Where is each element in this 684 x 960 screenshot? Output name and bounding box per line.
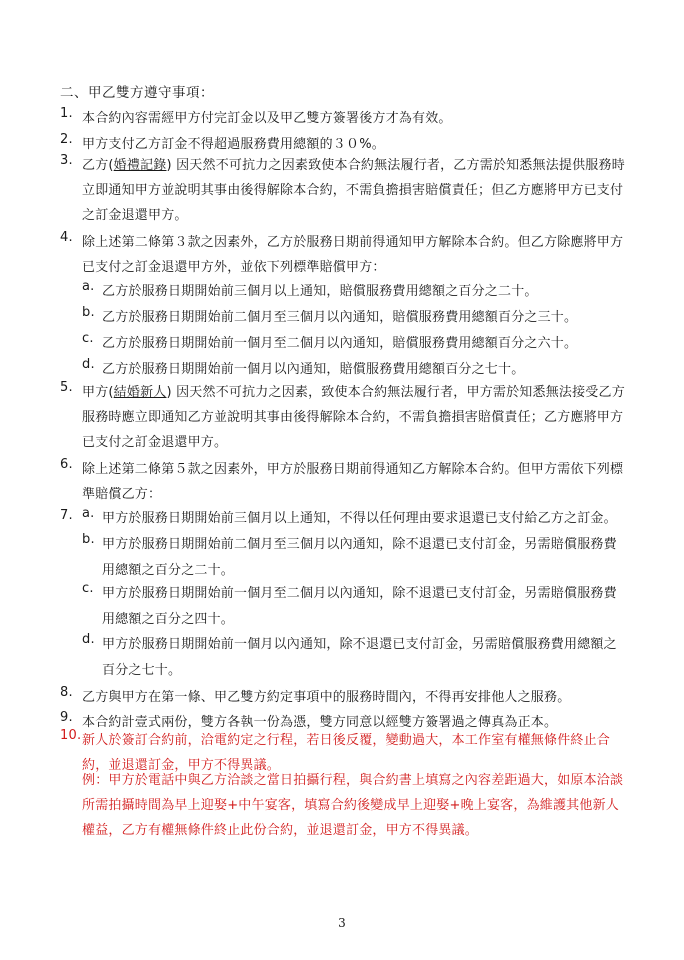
clause-text <box>82 380 634 455</box>
clause-number: 10. <box>60 728 82 743</box>
clause-text: 甲方支付乙方訂金不得超過服務費用總額的３０%。 <box>82 137 385 152</box>
clause-text: 乙方與甲方在第一條、甲乙雙方約定事項中的服務時間內，不得再安排他人之服務。 <box>82 690 571 705</box>
section-heading: 二、甲乙雙方遵守事項： <box>60 85 214 101</box>
sub-text: 乙方於服務日期開始前一個月以內通知，賠償服務費用總額百分之七十。 <box>102 362 525 377</box>
clause-number: 8. <box>60 685 73 700</box>
example-note-text: 例：甲方於電話中與乙方洽談之當日拍攝行程，與合約書上填寫之內容差距過大，如原本洽談所需拍攝時間為早上迎娶+中午宴客，填寫合約後變成早上迎娶+晚上宴客，為維護其他新人權益，乙方有權無條件終止此份合約，並退還訂金，甲方不得異議。 <box>82 773 624 838</box>
sub-letter: c. <box>82 331 94 346</box>
sub-letter: a. <box>82 506 95 521</box>
sub-text: 甲方於服務日期開始前二個月至三個月以內通知，除不退還已支付訂金，另需賠償服務費用總額之百分之二十。 <box>102 537 617 578</box>
sub-text: 乙方於服務日期開始前三個月以上通知，賠償服務費用總額之百分之二十。 <box>102 284 538 299</box>
sub-letter: a. <box>82 279 95 294</box>
sub-letter: d. <box>82 357 95 372</box>
clause-text <box>82 153 634 228</box>
party-name: 婚禮記錄 <box>113 158 167 173</box>
clause-number: 4. <box>60 230 73 245</box>
sub-letter: d. <box>82 632 95 647</box>
clause-text: 新人於簽訂合約前，洽電約定之行程，若日後反覆，變動過大，本工作室有權無條件終止合約，並退還訂金，甲方不得異議。 <box>82 733 611 773</box>
sub-text: 甲方於服務日期開始前一個月以內通知，除不退還已支付訂金，另需賠償服務費用總額之百分之七十。 <box>102 637 617 678</box>
sub-text: 甲方於服務日期開始前一個月至二個月以內通知，除不退還已支付訂金，另需賠償服務費用總額之百分之四十。 <box>102 586 617 627</box>
sub-text: 甲方於服務日期開始前三個月以上通知，不得以任何理由要求退還已支付給乙方之訂金。 <box>102 511 617 526</box>
clause-number: 1. <box>60 106 73 121</box>
clause-text: 除上述第二條第５款之因素外，甲方於服務日期前得通知乙方解除本合約。但甲方需依下列標準賠償乙方： <box>82 462 624 502</box>
clause-prefix: 乙方( <box>82 158 114 173</box>
clause-number: 5. <box>60 380 73 395</box>
clause-number: 7. <box>60 508 73 523</box>
clause-text: 本合約計壹式兩份，雙方各執一份為憑，雙方同意以經雙方簽署過之傳真為正本。 <box>82 715 558 730</box>
sub-text: 乙方於服務日期開始前二個月至三個月以內通知，賠償服務費用總額百分之三十。 <box>102 310 578 325</box>
clause-number: 6. <box>60 457 73 472</box>
page-number: 3 <box>338 916 346 930</box>
clause-prefix: 甲方( <box>82 385 114 400</box>
clause-text: 除上述第二條第３款之因素外，乙方於服務日期前得通知甲方解除本合約。但乙方除應將甲方已支付之訂金退還甲方外，並依下列標準賠償甲方： <box>82 235 624 275</box>
clause-number: 3. <box>60 153 73 168</box>
sub-letter: b. <box>82 532 95 547</box>
clause-number: 2. <box>60 132 73 147</box>
sub-letter: c. <box>82 581 94 596</box>
clause-suffix: ) 因天然不可抗力之因素，致使本合約無法履行者，甲方需於知悉無法接受乙方服務時應立即通知乙方並說明其事由後得解除本合約，不需負擔損害賠償責任；乙方應將甲方已支付之訂金退還甲方。 <box>82 385 625 450</box>
sub-letter: b. <box>82 305 95 320</box>
clause-number: 9. <box>60 710 73 725</box>
clause-text: 本合約內容需經甲方付完訂金以及甲乙雙方簽署後方才為有效。 <box>82 111 452 126</box>
sub-text: 乙方於服務日期開始前一個月至二個月以內通知，賠償服務費用總額百分之六十。 <box>102 336 578 351</box>
clause-suffix: ) 因天然不可抗力之因素致使本合約無法履行者，乙方需於知悉無法提供服務時立即通知甲方並說明其事由後得解除本合約，不需負擔損害賠償責任；但乙方應將甲方已支付之訂金退還甲方。 <box>82 158 625 223</box>
party-name: 結婚新人 <box>113 385 167 400</box>
